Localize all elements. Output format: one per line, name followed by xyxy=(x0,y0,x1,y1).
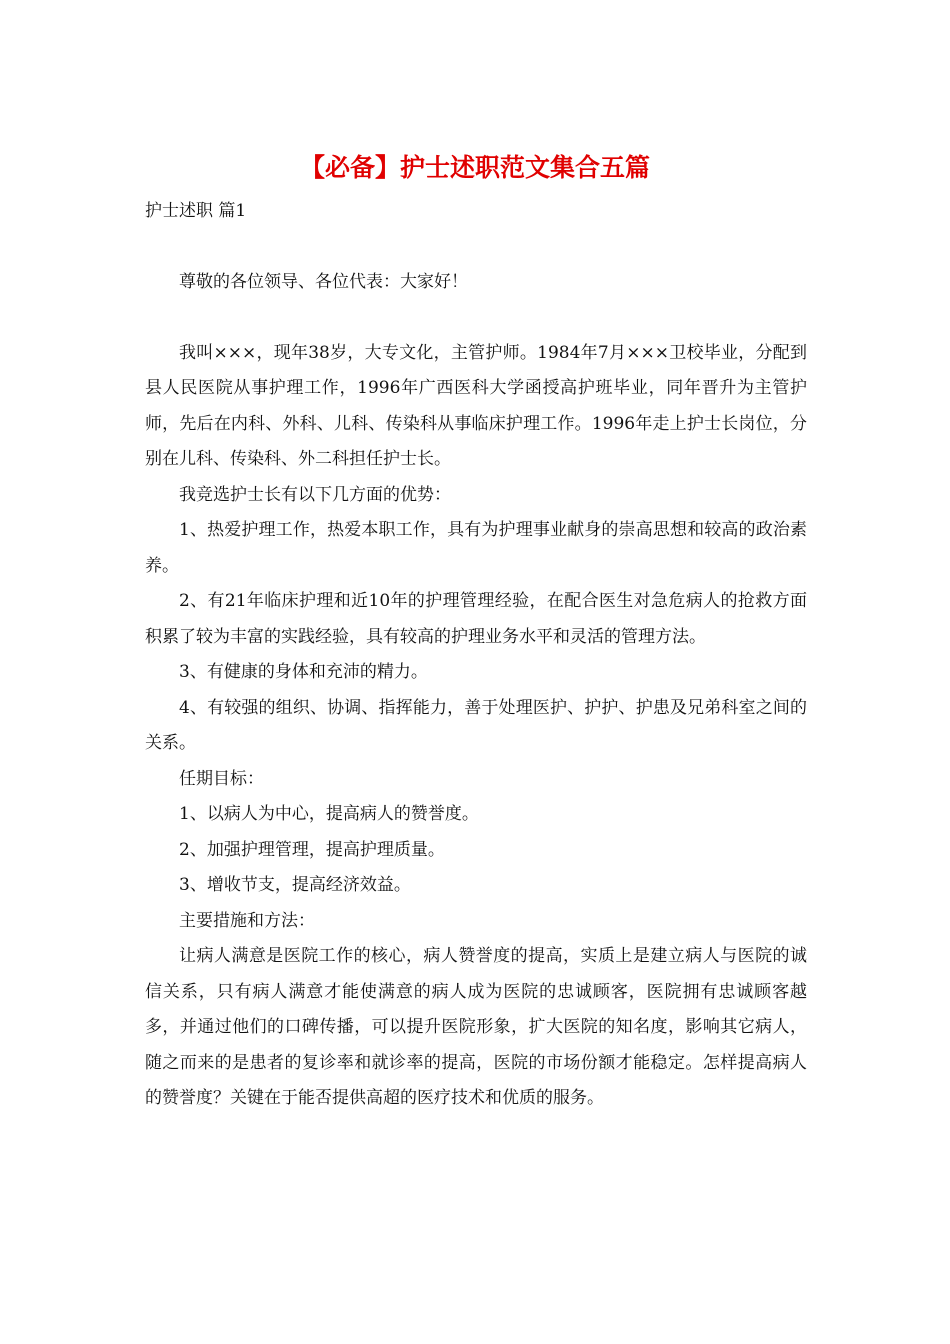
paragraph-goal-3: 3、增收节支，提高经济效益。 xyxy=(179,875,411,895)
paragraph-goal-1: 1、以病人为中心，提高病人的赞誉度。 xyxy=(179,804,479,824)
paragraph-advantage-3: 3、有健康的身体和充沛的精力。 xyxy=(179,662,428,682)
paragraph-advantage-2: 2、有21年临床护理和近10年的护理管理经验，在配合医生对急危病人的抢救方面积累了较为丰富的实践经验，具有较高的护理业务水平和灵活的管理方法。 xyxy=(145,591,807,647)
paragraph-advantage-4: 4、有较强的组织、协调、指挥能力，善于处理医护、护护、护患及兄弟科室之间的关系。 xyxy=(145,697,807,753)
paragraph-greeting: 尊敬的各位领导、各位代表：大家好！ xyxy=(179,272,468,292)
document-body xyxy=(145,265,807,1117)
section-heading: 护士述职 篇1 xyxy=(145,201,247,221)
paragraph-advantage-1: 1、热爱护理工作，热爱本职工作，具有为护理事业献身的崇高思想和较高的政治素养。 xyxy=(145,520,807,576)
document-title: 【必备】护士述职范文集合五篇 xyxy=(299,153,650,182)
paragraph-advantages-heading: 我竞选护士长有以下几方面的优势： xyxy=(179,484,451,505)
paragraph-introduction: 我叫×××，现年38岁，大专文化，主管护师。1984年7月×××卫校毕业，分配到县人民医院从事护理工作，1996年广西医科大学函授高护班毕业，同年晋升为主管护师，先后在内科、外科、儿科、传染科从事临床护理工作。1996年走上护士长岗位，分别在儿科、传染科、外二科担任护士长。 xyxy=(145,342,807,469)
paragraph-measures-body: 让病人满意是医院工作的核心，病人赞誉度的提高，实质上是建立病人与医院的诚信关系，只有病人满意才能使满意的病人成为医院的忠诚顾客，医院拥有忠诚顾客越多，并通过他们的口碑传播，可以提升医院形象，扩大医院的知名度，影响其它病人，随之而来的是患者的复诊率和就诊率的提高，医院的市场份额才能稳定。怎样提高病人的赞誉度？关键在于能否提供高超的医疗技术和优质的服务。 xyxy=(145,946,807,1108)
paragraph-measures-heading: 主要措施和方法： xyxy=(179,910,315,931)
paragraph-goals-heading: 任期目标： xyxy=(179,768,264,789)
paragraph-goal-2: 2、加强护理管理，提高护理质量。 xyxy=(179,839,445,860)
